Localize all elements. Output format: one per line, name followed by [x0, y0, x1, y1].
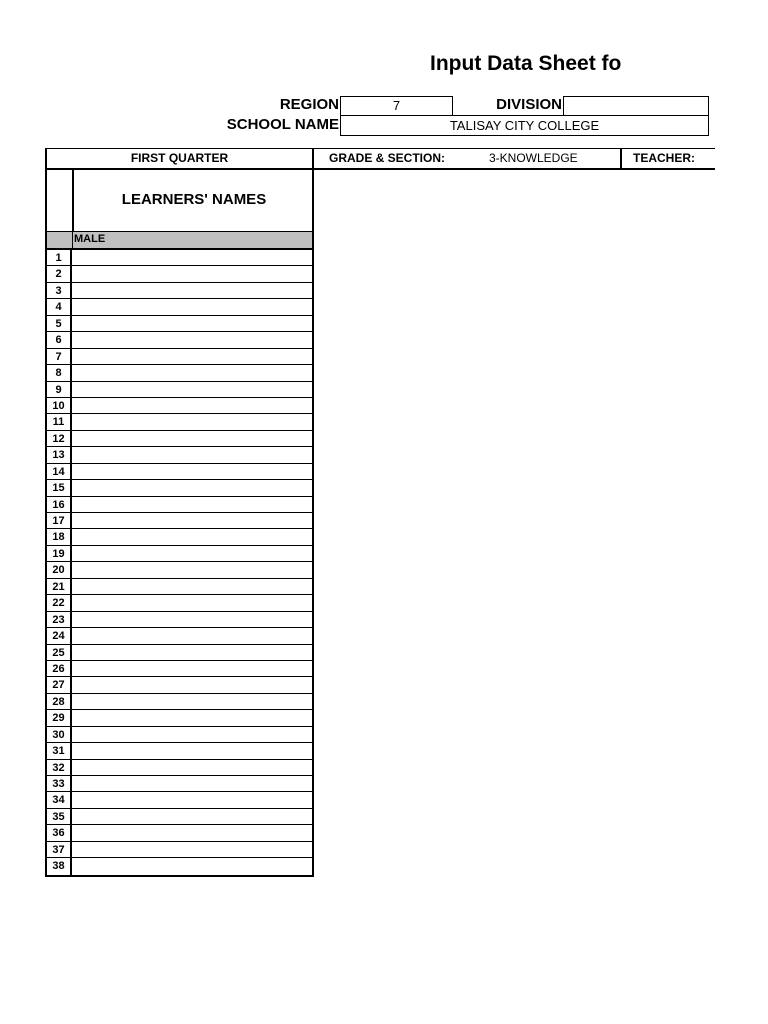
- number-header-cell: [47, 170, 74, 231]
- row-number: 13: [47, 447, 72, 462]
- learner-name-cell[interactable]: [74, 612, 312, 627]
- table-row: [47, 760, 312, 776]
- learner-name-cell[interactable]: [74, 562, 312, 577]
- row-number: 15: [47, 480, 72, 495]
- row-number: 23: [47, 612, 72, 627]
- learner-name-cell[interactable]: [74, 529, 312, 544]
- learner-name-cell[interactable]: [74, 792, 312, 807]
- table-row: [47, 661, 312, 677]
- learner-name-cell[interactable]: [74, 743, 312, 758]
- school-name-field[interactable]: TALISAY CITY COLLEGE: [340, 115, 709, 136]
- table-row: [47, 497, 312, 513]
- row-number: 22: [47, 595, 72, 610]
- row-number: 21: [47, 579, 72, 594]
- row-number: 33: [47, 776, 72, 791]
- row-number: 29: [47, 710, 72, 725]
- learner-name-cell[interactable]: [74, 842, 312, 857]
- learner-name-cell[interactable]: [74, 480, 312, 495]
- learner-name-cell[interactable]: [74, 727, 312, 742]
- row-number: 8: [47, 365, 72, 380]
- learner-name-cell[interactable]: [74, 513, 312, 528]
- male-group-label: MALE: [74, 233, 106, 245]
- table-row: [47, 332, 312, 348]
- learner-name-cell[interactable]: [74, 661, 312, 676]
- division-label: DIVISION: [496, 96, 562, 113]
- table-row: [47, 283, 312, 299]
- row-number: 27: [47, 677, 72, 692]
- row-number: 17: [47, 513, 72, 528]
- table-row: [47, 595, 312, 611]
- learners-names-header: [47, 170, 312, 232]
- learner-rows: [47, 250, 312, 875]
- table-row: [47, 398, 312, 414]
- learner-name-cell[interactable]: [74, 776, 312, 791]
- table-row: [47, 776, 312, 792]
- table-row: [47, 792, 312, 808]
- row-number: 7: [47, 349, 72, 364]
- table-row: [47, 842, 312, 858]
- row-number: 1: [47, 250, 72, 265]
- table-row: [47, 628, 312, 644]
- row-number: 16: [47, 497, 72, 512]
- row-number: 4: [47, 299, 72, 314]
- row-number: 20: [47, 562, 72, 577]
- row-number: 34: [47, 792, 72, 807]
- teacher-label: TEACHER:: [633, 151, 695, 165]
- group-number-cell: [47, 232, 73, 248]
- row-number: 37: [47, 842, 72, 857]
- table-row: [47, 464, 312, 480]
- row-number: 18: [47, 529, 72, 544]
- row-number: 3: [47, 283, 72, 298]
- learner-name-cell[interactable]: [74, 316, 312, 331]
- table-row: [47, 710, 312, 726]
- learner-name-cell[interactable]: [74, 809, 312, 824]
- row-number: 14: [47, 464, 72, 479]
- table-row: [47, 349, 312, 365]
- learner-name-cell[interactable]: [74, 858, 312, 874]
- row-number: 28: [47, 694, 72, 709]
- learner-name-cell[interactable]: [74, 414, 312, 429]
- row-number: 12: [47, 431, 72, 446]
- learner-name-cell[interactable]: [74, 497, 312, 512]
- row-number: 6: [47, 332, 72, 347]
- learner-name-cell[interactable]: [74, 677, 312, 692]
- row-number: 30: [47, 727, 72, 742]
- division-field[interactable]: [563, 96, 709, 116]
- learner-name-cell[interactable]: [74, 382, 312, 397]
- table-row: [47, 414, 312, 430]
- learner-name-cell[interactable]: [74, 710, 312, 725]
- school-name-label: SCHOOL NAME: [226, 116, 339, 133]
- table-row: [47, 612, 312, 628]
- row-number: 36: [47, 825, 72, 840]
- male-group-row: [47, 232, 312, 250]
- learner-name-cell[interactable]: [74, 349, 312, 364]
- table-row: [47, 513, 312, 529]
- table-row: [47, 858, 312, 874]
- row-number: 25: [47, 645, 72, 660]
- learner-name-cell[interactable]: [74, 365, 312, 380]
- row-number: 26: [47, 661, 72, 676]
- row-number: 19: [47, 546, 72, 561]
- learner-name-cell[interactable]: [74, 546, 312, 561]
- learner-name-cell[interactable]: [74, 464, 312, 479]
- table-row: [47, 809, 312, 825]
- table-row: [47, 382, 312, 398]
- row-number: 24: [47, 628, 72, 643]
- learner-name-cell[interactable]: [74, 760, 312, 775]
- row-number: 5: [47, 316, 72, 331]
- row-number: 9: [47, 382, 72, 397]
- row-number: 35: [47, 809, 72, 824]
- table-row: [47, 250, 312, 266]
- learners-table: [45, 170, 314, 877]
- learner-name-cell[interactable]: [74, 332, 312, 347]
- table-row: [47, 546, 312, 562]
- info-bar-divider: [620, 149, 622, 169]
- learner-name-cell[interactable]: [74, 299, 312, 314]
- row-number: 31: [47, 743, 72, 758]
- row-number: 38: [47, 858, 72, 874]
- row-number: 11: [47, 414, 72, 429]
- table-row: [47, 529, 312, 545]
- table-row: [47, 825, 312, 841]
- learner-name-cell[interactable]: [74, 579, 312, 594]
- table-row: [47, 431, 312, 447]
- table-row: [47, 299, 312, 315]
- learner-name-cell[interactable]: [74, 398, 312, 413]
- table-row: [47, 677, 312, 693]
- table-row: [47, 562, 312, 578]
- table-row: [47, 266, 312, 282]
- region-label: REGION: [279, 96, 339, 113]
- table-row: [47, 743, 312, 759]
- row-number: 10: [47, 398, 72, 413]
- learner-name-cell[interactable]: [74, 825, 312, 840]
- learner-name-cell[interactable]: [74, 694, 312, 709]
- table-row: [47, 316, 312, 332]
- table-row: [47, 645, 312, 661]
- learners-names-title: LEARNERS' NAMES: [121, 191, 267, 208]
- row-number: 2: [47, 266, 72, 281]
- learner-name-cell[interactable]: [74, 431, 312, 446]
- learner-name-cell[interactable]: [74, 250, 312, 265]
- learner-name-cell[interactable]: [74, 266, 312, 281]
- quarter-cell[interactable]: FIRST QUARTER: [47, 149, 314, 169]
- row-number: 32: [47, 760, 72, 775]
- table-row: [47, 365, 312, 381]
- table-row: [47, 447, 312, 463]
- learner-name-cell[interactable]: [74, 447, 312, 462]
- learner-name-cell[interactable]: [74, 645, 312, 660]
- table-row: [47, 727, 312, 743]
- table-row: [47, 480, 312, 496]
- page-title: Input Data Sheet fo: [430, 52, 622, 75]
- table-row: [47, 694, 312, 710]
- learner-name-cell[interactable]: [74, 595, 312, 610]
- learner-name-cell[interactable]: [74, 283, 312, 298]
- learner-name-cell[interactable]: [74, 628, 312, 643]
- info-bar: [45, 148, 715, 170]
- table-row: [47, 579, 312, 595]
- grade-section-field[interactable]: 3-KNOWLEDGE: [489, 151, 578, 165]
- grade-section-label: GRADE & SECTION:: [329, 151, 446, 165]
- region-field[interactable]: 7: [340, 96, 453, 116]
